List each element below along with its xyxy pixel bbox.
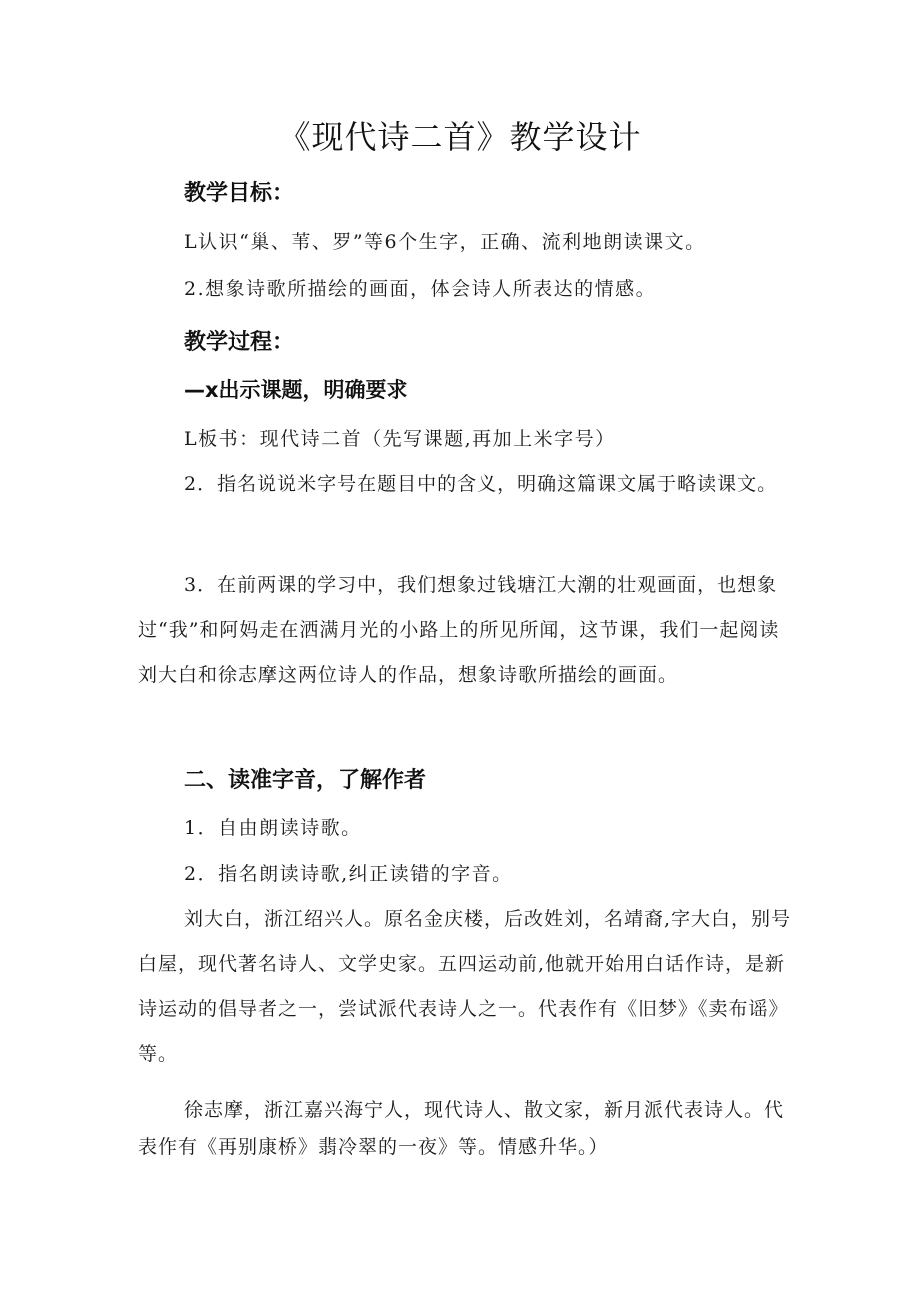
section1-item-1: L板书：现代诗二首（先写课题,再加上米字号） [184,428,616,450]
author-xu-zhimo-paragraph: 徐志摩，浙江嘉兴海宁人，现代诗人、散文家，新月派代表诗人。代表作有《再别康桥》翡冷翠的一夜》等。情感升华。） [138,1099,785,1158]
goal-item-2: 2.想象诗歌所描绘的画面，体会诗人所表达的情感。 [184,278,657,300]
section1-heading: —x出示课题，明确要求 [184,378,408,402]
teaching-process-heading: 教学过程： [184,330,295,355]
goal-item-1: L认识“巢、苇、罗”等6个生字，正确、流利地朗读课文。 [184,231,706,253]
teaching-goals-heading: 教学目标： [184,181,295,206]
section1-item-2: 2．指名说说米字号在题目中的含义，明确这篇课文属于略读课文。 [184,473,778,495]
section1-item-3: 3．在前两课的学习中，我们想象过钱塘江大潮的壮观画面，也想象过“我”和阿妈走在洒满月光的小路上的所见所闻，这节课，我们一起阅读刘大白和徐志摩这两位诗人的作品，想象诗歌所描绘的画面。 [138,574,780,686]
section2-item-1: 1．自由朗读诗歌。 [184,817,362,839]
document-title: 《现代诗二首》教学设计 [278,118,642,156]
section2-item-2: 2．指名朗读诗歌,纠正读错的字音。 [184,863,513,885]
author-liu-dabai-paragraph: 刘大白，浙江绍兴人。原名金庆楼，后改姓刘，名靖裔,字大白，别号白屋，现代著名诗人、文学史家。五四运动前,他就开始用白话作诗，是新诗运动的倡导者之一，尝试派代表诗人之一。代表作有《旧梦》《卖布谣》等。 [138,908,792,1065]
section2-heading: 二、读准字音，了解作者 [184,768,427,793]
